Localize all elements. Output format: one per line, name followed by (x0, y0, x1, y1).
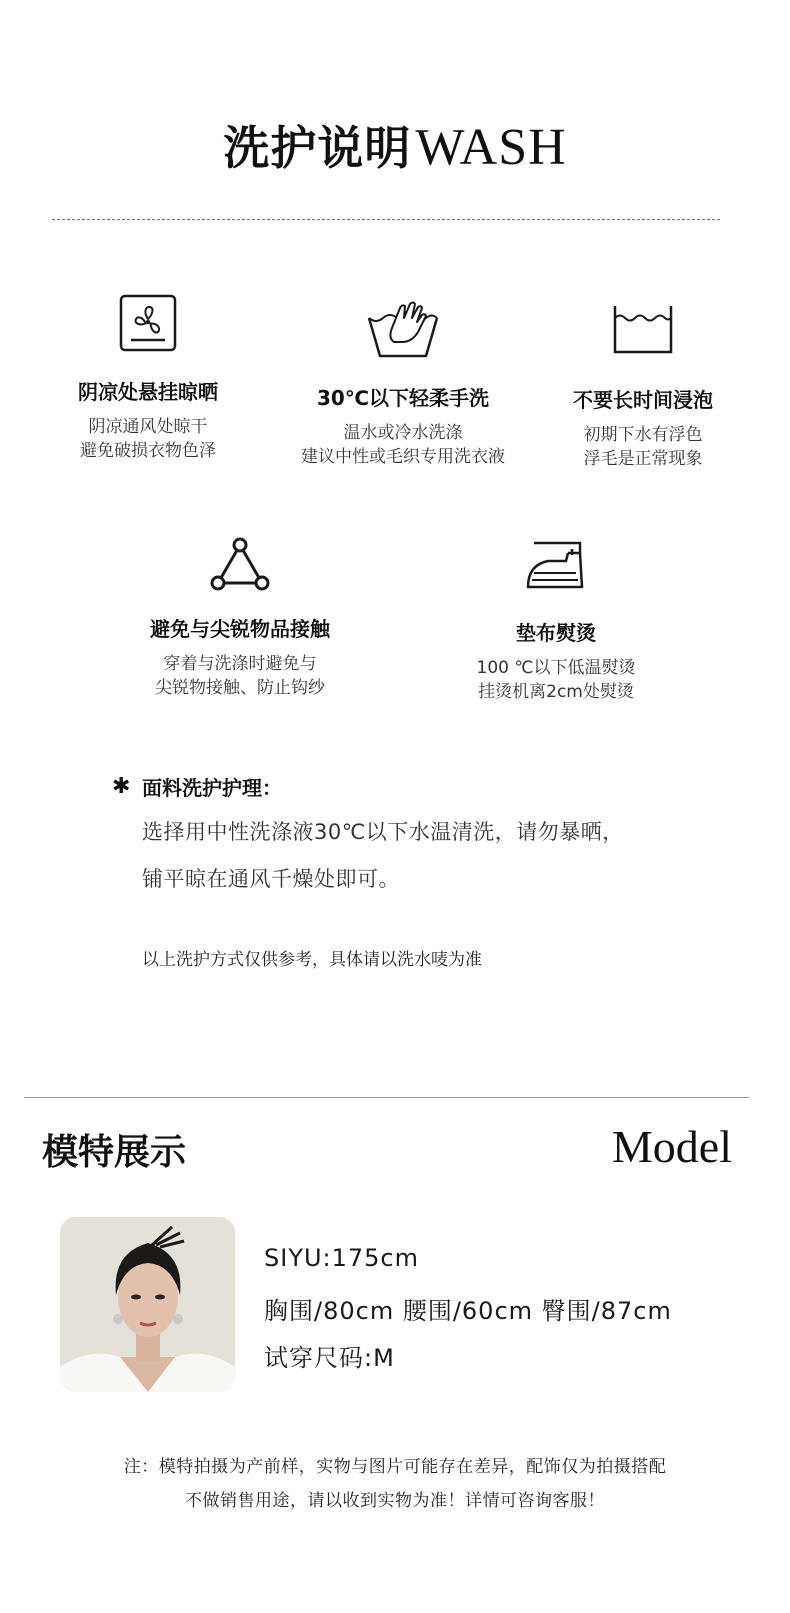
care-item-hand-wash (283, 298, 523, 469)
care-desc-line: 挂烫机离2cm处熨烫 (478, 682, 634, 702)
model-avatar (60, 1217, 235, 1392)
fabric-line: 选择用中性洗涤液30℃以下水温清洗，请勿暴晒， (142, 820, 624, 844)
model-title: 模特展示 (42, 1132, 187, 1173)
model-title-en: Model (611, 1121, 732, 1172)
care-title: 阴凉处悬挂晾晒 (78, 380, 218, 404)
care-desc (543, 423, 743, 471)
care-desc-line: 建议中性或毛织专用洗衣液 (301, 447, 505, 467)
care-desc-line: 100 ℃以下低温熨烫 (476, 658, 636, 678)
footer-note-line: 不做销售用途，请以收到实物为准！详情可咨询客服！ (185, 1491, 605, 1511)
care-title: 不要长时间浸泡 (573, 388, 713, 412)
care-desc-line: 穿着与洗涤时避免与 (163, 654, 317, 674)
care-desc-line: 初期下水有浮色 (583, 425, 703, 445)
care-desc-line: 温水或冷水洗涤 (343, 423, 463, 443)
model-portrait-image (60, 1217, 235, 1392)
model-stat-size: 试穿尺码:M (264, 1344, 395, 1372)
section-divider (24, 1097, 749, 1098)
iron-icon (526, 539, 586, 591)
title-en: WASH (415, 119, 567, 176)
care-title: 垫布熨烫 (516, 621, 596, 645)
care-item-iron (446, 539, 666, 704)
care-desc-line: 阴凉通风处晾干 (88, 417, 208, 437)
care-item-no-soak (543, 304, 743, 471)
care-desc-line: 避免破损衣物色泽 (80, 441, 216, 461)
care-title: 30℃以下轻柔手洗 (316, 386, 490, 410)
fabric-line: 铺平晾在通风千燥处即可。 (142, 867, 400, 891)
care-desc (120, 652, 360, 700)
triangle-icon (209, 537, 271, 593)
dashed-divider (52, 219, 720, 220)
care-item-avoid-sharp (120, 537, 360, 700)
care-desc (446, 656, 666, 704)
care-title: 避免与尖锐物品接触 (150, 617, 330, 641)
care-desc-line: 浮毛是正常现象 (583, 449, 703, 469)
reference-note: 以上洗护方式仅供参考，具体请以洗水唛为准 (142, 950, 482, 970)
fan-dry-icon (119, 294, 177, 352)
model-stat-name-height: SIYU:175cm (264, 1244, 420, 1272)
soak-tub-icon (613, 304, 673, 354)
care-desc (283, 421, 523, 469)
footer-note-line: 注：模特拍摄为产前样，实物与图片可能存在差异，配饰仅为拍摄搭配 (123, 1457, 667, 1477)
care-item-dry-shade (38, 294, 258, 463)
hand-wash-icon (366, 298, 440, 360)
model-stat-measurements: 胸围/80cm 腰围/60cm 臀围/87cm (264, 1297, 672, 1325)
fabric-heading: 面料洗护护理： (142, 776, 282, 800)
asterisk-icon: ✱ (112, 774, 131, 799)
page-title (0, 112, 790, 178)
care-desc-line: 尖锐物接触、防止钩纱 (155, 678, 325, 698)
title-cn: 洗护说明 (223, 121, 412, 175)
care-desc (38, 415, 258, 463)
